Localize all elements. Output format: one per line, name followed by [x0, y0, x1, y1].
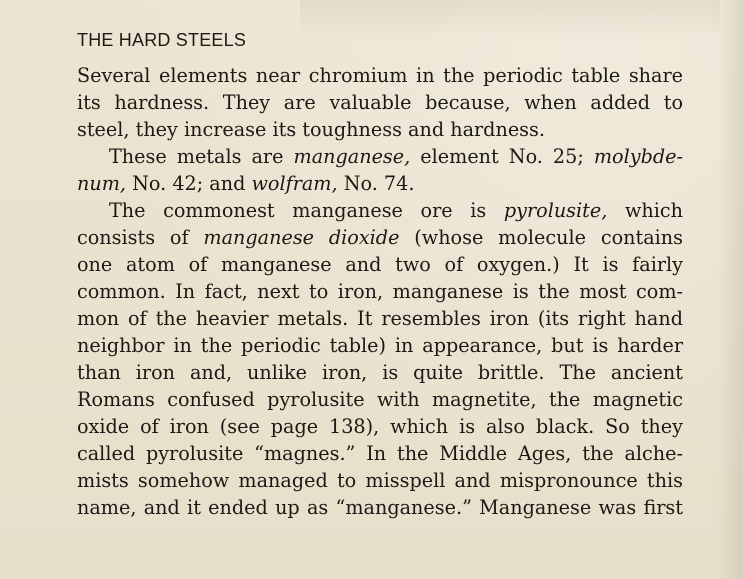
text-line: [77, 305, 683, 332]
text-line: [77, 413, 683, 440]
text-run: mists somehow managed to misspell and mispronounce this: [77, 469, 683, 492]
text-run: Several elements near chromium in the periodic table share: [77, 64, 683, 87]
text-run: common. In fact, next to iron, manganese is the most com-: [77, 280, 683, 303]
text-run: element No. 25;: [410, 145, 594, 168]
italic-term: manganese,: [293, 145, 411, 168]
text-line: [77, 494, 683, 521]
text-run: These metals are: [109, 145, 294, 168]
text-line: [77, 467, 683, 494]
italic-term: manganese dioxide: [203, 226, 400, 249]
text-run: No. 42; and: [126, 172, 252, 195]
text-run: oxide of iron (see page 138), which is also black. So they: [77, 415, 683, 438]
text-line: [77, 62, 683, 89]
text-line: [77, 440, 683, 467]
show-through-shadow: [300, 0, 720, 40]
text-line: [77, 386, 683, 413]
text-run: name, and it ended up as “manganese.” Manganese was first: [77, 496, 683, 519]
text-run: one atom of manganese and two of oxygen.) It is fairly: [77, 253, 683, 276]
text-line: [77, 89, 683, 116]
text-line: [77, 197, 683, 224]
text-line: [77, 116, 683, 143]
text-line: [77, 143, 683, 170]
text-line: [77, 251, 683, 278]
text-run: its hardness. They are valuable because, when added to: [77, 91, 683, 114]
text-run: which: [607, 199, 683, 222]
text-run: Romans confused pyrolusite with magnetite, the magnetic: [77, 388, 683, 411]
text-run: neighbor in the periodic table) in appearance, but is harder: [77, 334, 683, 357]
text-line: [77, 170, 683, 197]
page-edge-shadow: [717, 0, 743, 579]
italic-term: wolfram,: [251, 172, 338, 195]
text-run: (whose molecule contains: [399, 226, 683, 249]
text-run: steel, they increase its toughness and hardness.: [77, 118, 545, 141]
text-run: The commonest manganese ore is: [109, 199, 504, 222]
text-run: No. 74.: [337, 172, 415, 195]
text-line: [77, 359, 683, 386]
running-head: THE HARD STEELS: [77, 30, 247, 50]
text-run: than iron and, unlike iron, is quite brittle. The ancient: [77, 361, 683, 384]
italic-term: num,: [77, 172, 127, 195]
italic-term: pyrolusite,: [503, 199, 608, 222]
text-run: mon of the heavier metals. It resembles iron (its right hand: [77, 307, 683, 330]
text-run: consists of: [77, 226, 204, 249]
text-line: [77, 332, 683, 359]
italic-term: molybde-: [593, 145, 683, 168]
body-text: [77, 62, 683, 521]
text-run: called pyrolusite “magnes.” In the Middle Ages, the alche-: [77, 442, 683, 465]
text-line: [77, 224, 683, 251]
text-line: [77, 278, 683, 305]
